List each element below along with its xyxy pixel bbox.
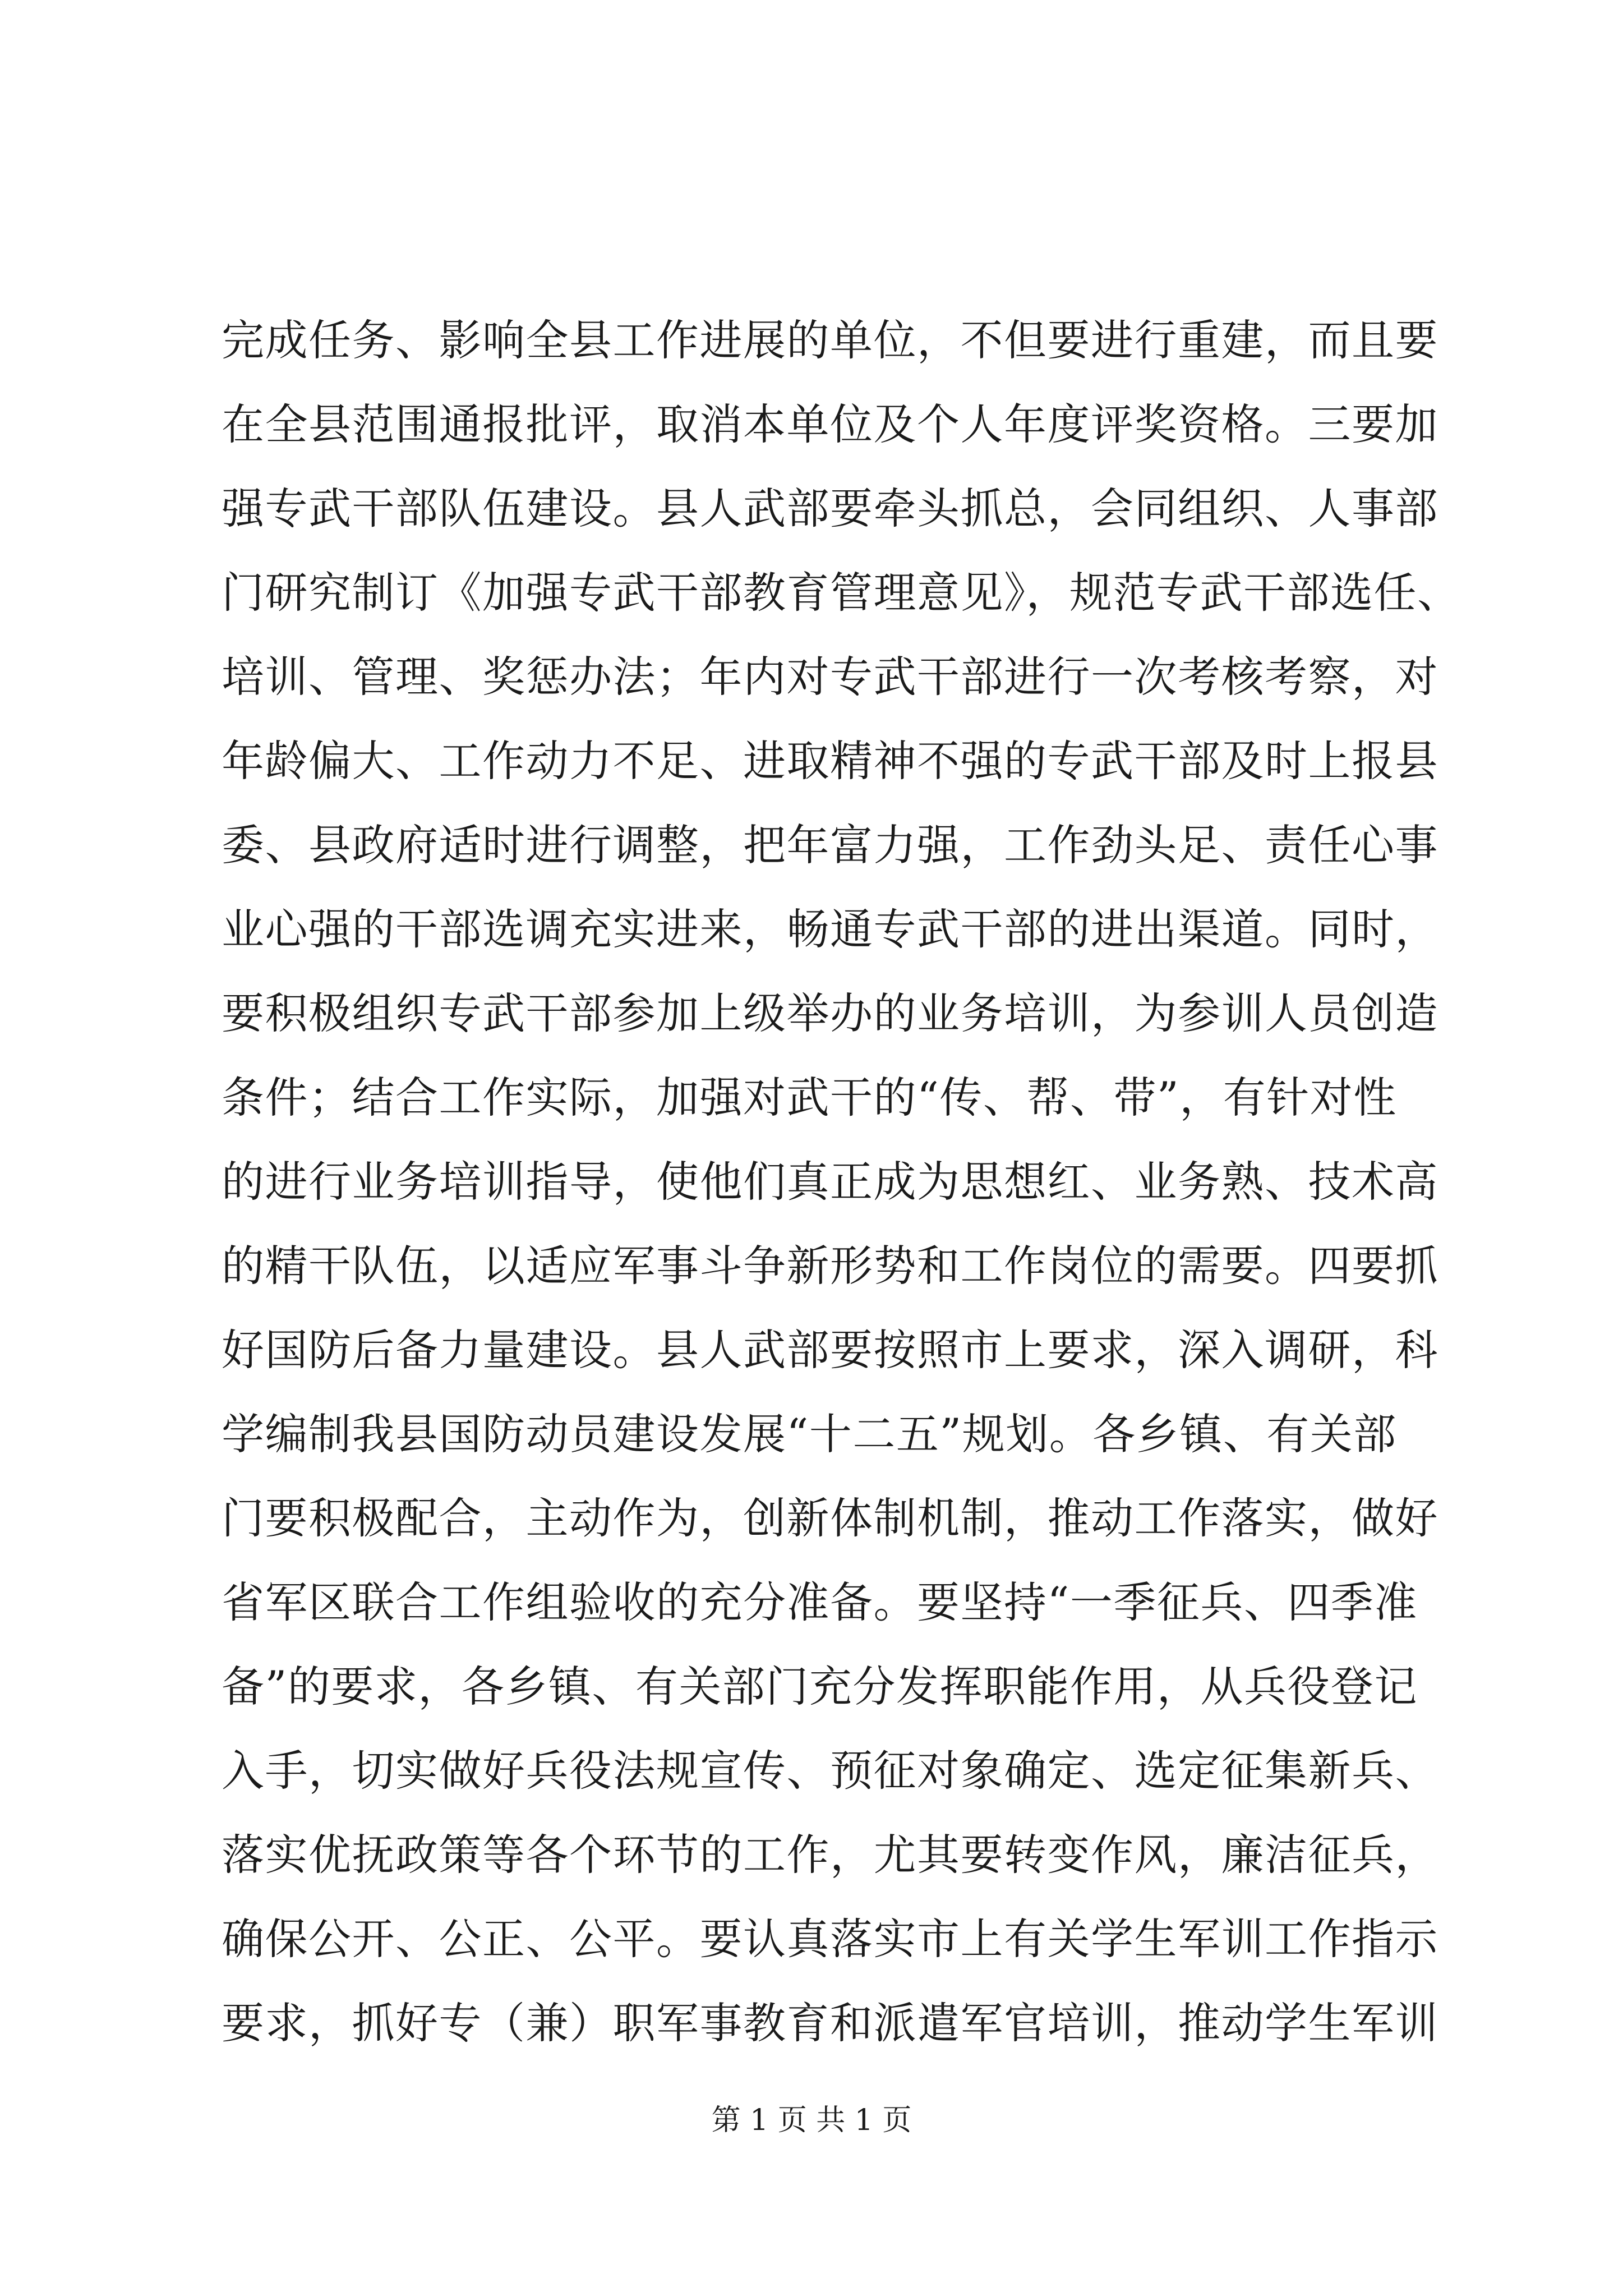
text-line: 业心强的干部选调充实进来，畅通专武干部的进出渠道。同时， <box>222 904 1438 954</box>
text-line: 门要积极配合，主动作为，创新体制机制，推动工作落实，做好 <box>222 1493 1438 1543</box>
text-line: 落实优抚政策等各个环节的工作，尤其要转变作风，廉洁征兵， <box>222 1830 1438 1880</box>
text-line: 门研究制订《加强专武干部教育管理意见》，规范专武干部选任、 <box>222 568 1461 618</box>
text-line: 入手，切实做好兵役法规宣传、预征对象确定、选定征集新兵、 <box>222 1746 1438 1796</box>
text-line: 备”的要求，各乡镇、有关部门充分发挥职能作用，从兵役登记 <box>222 1662 1418 1711</box>
text-line: 委、县政府适时进行调整，把年富力强，工作劲头足、责任心事 <box>222 820 1438 870</box>
text-line: 完成任务、影响全县工作进展的单位，不但要进行重建，而且要 <box>222 315 1438 365</box>
text-line: 在全县范围通报批评，取消本单位及个人年度评奖资格。三要加 <box>222 399 1438 449</box>
text-line: 的精干队伍，以适应军事斗争新形势和工作岗位的需要。四要抓 <box>222 1241 1438 1291</box>
page-number: 第 1 页 共 1 页 <box>711 2104 912 2137</box>
text-line: 要积极组织专武干部参加上级举办的业务培训，为参训人员创造 <box>222 988 1438 1038</box>
page-footer <box>0 2101 1623 2140</box>
text-line: 条件；结合工作实际，加强对武干的“传、帮、带”，有针对性 <box>222 1073 1397 1122</box>
body-text <box>222 298 1461 2065</box>
text-line: 好国防后备力量建设。县人武部要按照市上要求，深入调研，科 <box>222 1325 1438 1375</box>
text-line: 培训、管理、奖惩办法；年内对专武干部进行一次考核考察，对 <box>222 652 1438 702</box>
text-line: 省军区联合工作组验收的充分准备。要坚持“一季征兵、四季准 <box>222 1577 1418 1627</box>
text-line: 强专武干部队伍建设。县人武部要牵头抓总，会同组织、人事部 <box>222 484 1438 533</box>
text-line: 确保公开、公正、公平。要认真落实市上有关学生军训工作指示 <box>222 1914 1438 1964</box>
text-line: 年龄偏大、工作动力不足、进取精神不强的专武干部及时上报县 <box>222 736 1438 786</box>
text-line: 学编制我县国防动员建设发展“十二五”规划。各乡镇、有关部 <box>222 1409 1397 1459</box>
text-line: 的进行业务培训指导，使他们真正成为思想红、业务熟、技术高 <box>222 1157 1438 1207</box>
text-line: 要求，抓好专（兼）职军事教育和派遣军官培训，推动学生军训 <box>222 1998 1438 2048</box>
